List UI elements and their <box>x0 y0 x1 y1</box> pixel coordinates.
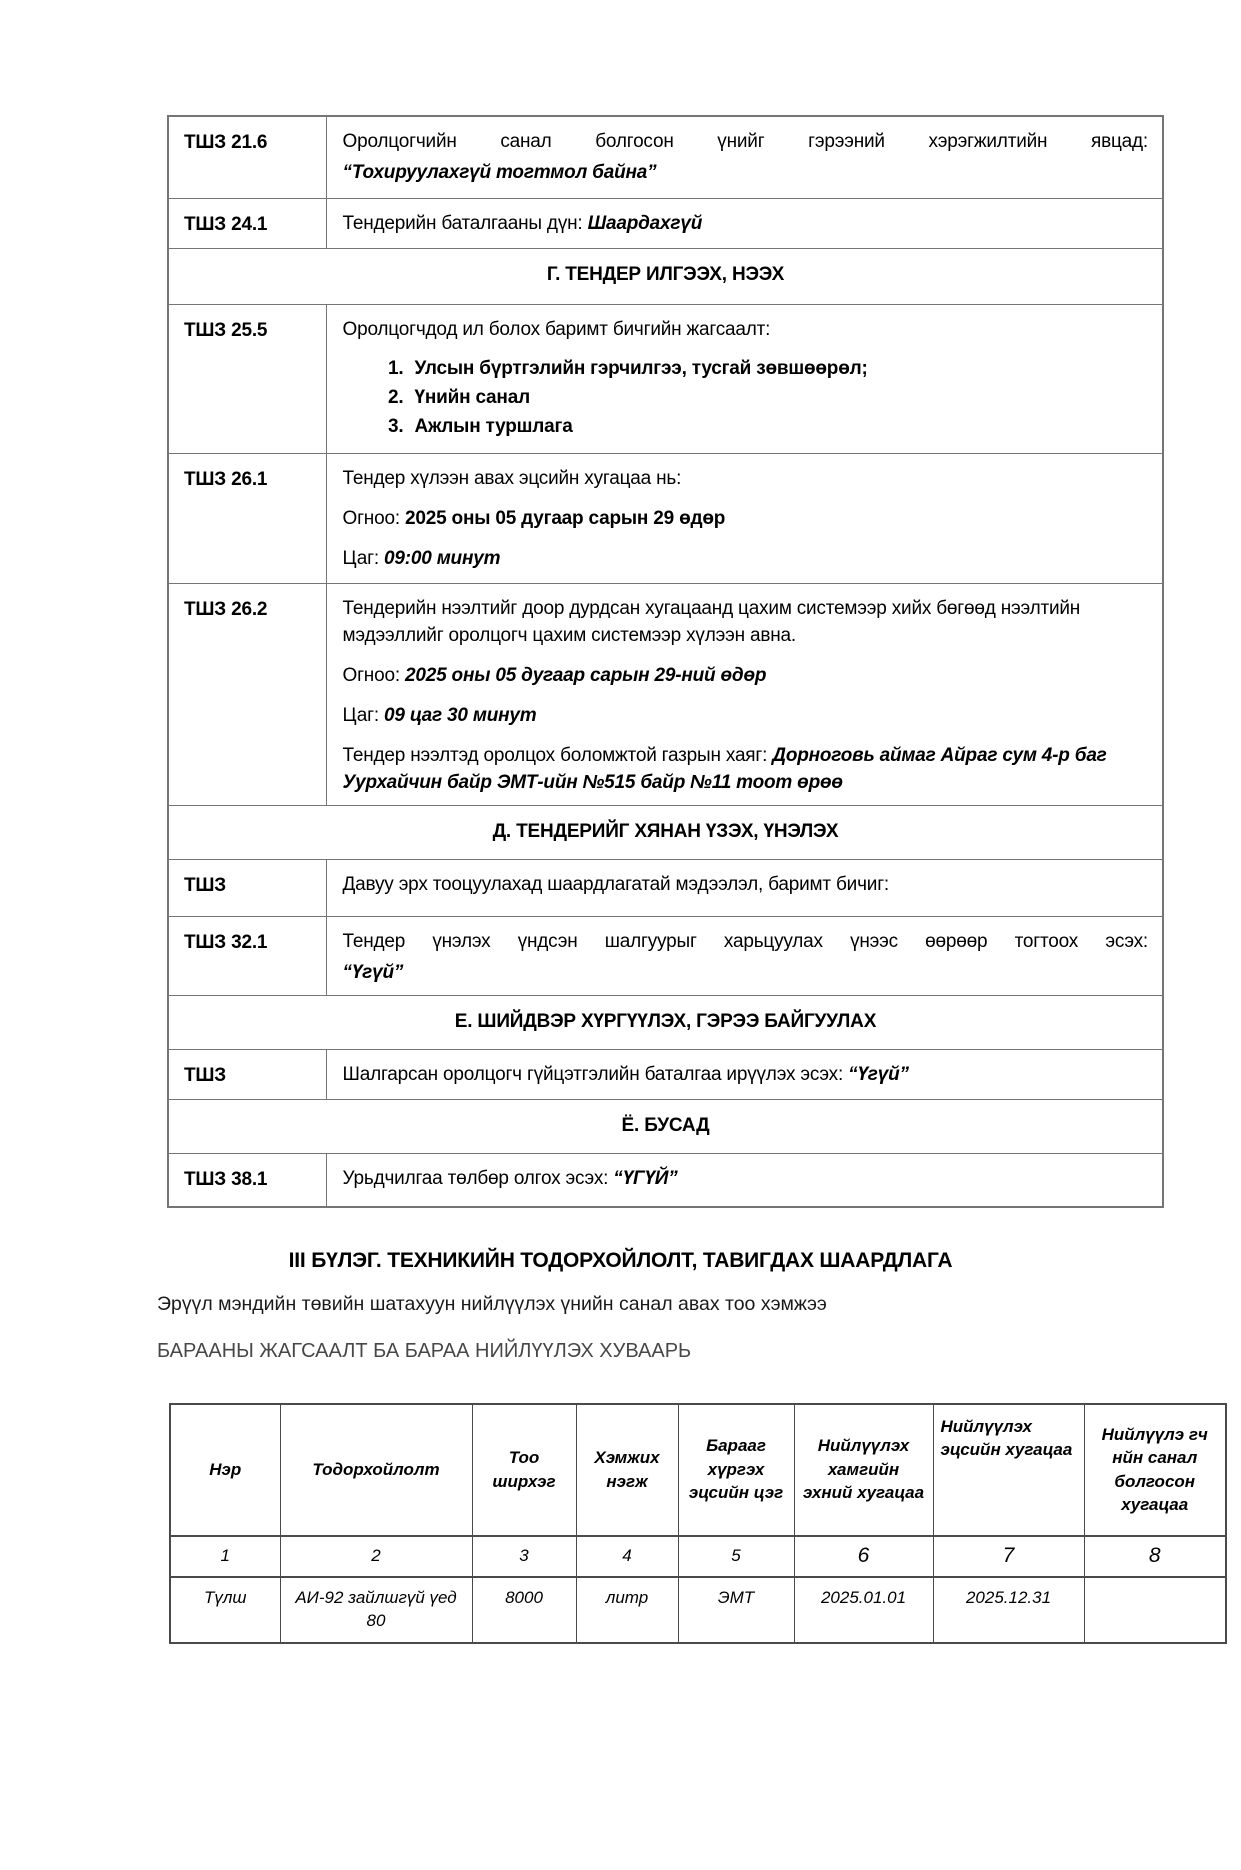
goods-header-row <box>170 1404 1226 1536</box>
spec-content <box>326 116 1163 198</box>
time-value: 09 цаг 30 минут <box>384 705 537 727</box>
spec-text: Шалгарсан оролцогч гүйцэтгэлийн баталгаа ирүүлэх эсэх: <box>342 1064 849 1086</box>
chapter-subtitle: Эрүүл мэндийн төвийн шатахуун нийлүүлэх үнийн санал авах тоо хэмжээ <box>157 1292 827 1315</box>
goods-header-name: Нэр <box>170 1404 280 1536</box>
column-number: 3 <box>472 1536 576 1577</box>
goods-cell-supplier-proposed-date <box>1084 1577 1226 1643</box>
venue-value: Дорноговь аймаг Айраг сум 4-р баг Уурхайчин байр ЭМТ-ийн №515 байр №11 тоот өрөө <box>342 745 1107 794</box>
date-label: Огноо: <box>342 508 405 530</box>
spec-text: Оролцогчдод ил болох баримт бичгийн жагсаалт: <box>342 318 771 340</box>
tender-spec-table <box>167 115 1164 1208</box>
date-value: 2025 оны 05 дугаар сарын 29-ний өдөр <box>405 665 767 687</box>
column-number: 8 <box>1084 1536 1226 1577</box>
goods-cell-unit: литр <box>576 1577 678 1643</box>
date-value: 2025 оны 05 дугаар сарын 29 өдөр <box>405 508 726 530</box>
time-label: Цаг: <box>342 705 385 727</box>
section-row-d <box>168 806 1163 860</box>
spec-content <box>326 1154 1163 1207</box>
spec-value: “ҮГҮЙ” <box>613 1168 678 1190</box>
spec-text: Оролцогчийн санал болгосон үнийг гэрээний хэрэгжилтийн явцад: <box>342 131 1148 152</box>
goods-cell-earliest-date: 2025.01.01 <box>794 1577 933 1643</box>
spec-value: “Үгүй” <box>848 1064 909 1086</box>
spec-row-25-5 <box>168 304 1163 454</box>
spec-row-38-1 <box>168 1154 1163 1207</box>
goods-header-unit: Хэмжих нэгж <box>576 1404 678 1536</box>
section-row-yo <box>168 1100 1163 1154</box>
spec-ref: ТШЗ 32.1 <box>168 917 326 996</box>
section-title: Е. ШИЙДВЭР ХҮРГҮҮЛЭХ, ГЭРЭЭ БАЙГУУЛАХ <box>168 996 1163 1050</box>
spec-text: Давуу эрх тооцуулахад шаардлагатай мэдээлэл, баримт бичиг: <box>342 874 890 896</box>
spec-row-32-1 <box>168 917 1163 996</box>
goods-header-final-date: Нийлүүлэх эцсийн хугацаа <box>933 1404 1084 1536</box>
spec-content <box>326 1050 1163 1100</box>
column-number: 1 <box>170 1536 280 1577</box>
spec-text: Тендерийн баталгааны дүн: <box>342 212 588 234</box>
spec-ref: ТШЗ 38.1 <box>168 1154 326 1207</box>
spec-ref: ТШЗ <box>168 1050 326 1100</box>
spec-ref: ТШЗ 26.1 <box>168 454 326 584</box>
goods-header-supplier-proposed-date: Нийлүүлэ гч нйн санал болгосон хугацаа <box>1084 1404 1226 1536</box>
disclosed-doc-item: 2. Үнийн санал <box>409 385 1149 412</box>
section-title: Ё. БУСАД <box>168 1100 1163 1154</box>
spec-text: Тендерийн нээлтийг доор дурдсан хугацаанд цахим системээр хийх бөгөөд нээлтийн мэдээллийг оролцогч цахим системээр хүлээн авна. <box>342 598 1081 647</box>
spec-ref: ТШЗ <box>168 860 326 917</box>
goods-data-row <box>170 1577 1226 1643</box>
spec-row-21-6 <box>168 116 1163 198</box>
spec-content <box>326 860 1163 917</box>
spec-row-26-1 <box>168 454 1163 584</box>
spec-row-preference <box>168 860 1163 917</box>
disclosed-documents-list <box>409 356 1149 441</box>
column-number: 7 <box>933 1536 1084 1577</box>
goods-header-description: Тодорхойлолт <box>280 1404 472 1536</box>
spec-content <box>326 584 1163 806</box>
spec-content <box>326 304 1163 454</box>
section-row-e <box>168 996 1163 1050</box>
spec-ref: ТШЗ 21.6 <box>168 116 326 198</box>
goods-header-delivery-point: Барааг хүргэх эцсийн цэг <box>678 1404 794 1536</box>
spec-value: “Тохируулахгүй тогтмол байна” <box>342 161 657 183</box>
disclosed-doc-item: 1. Улсын бүртгэлийн гэрчилгээ, тусгай зөвшөөрөл; <box>409 356 1149 383</box>
goods-cell-name: Түлш <box>170 1577 280 1643</box>
column-number: 4 <box>576 1536 678 1577</box>
spec-text: Тендер үнэлэх үндсэн шалгуурыг харьцуулах үнээс өөрөөр тогтоох эсэх: <box>342 931 1148 953</box>
column-number: 5 <box>678 1536 794 1577</box>
spec-content <box>326 454 1163 584</box>
spec-value: “Үгүй” <box>342 962 404 984</box>
goods-column-numbers-row <box>170 1536 1226 1577</box>
disclosed-doc-item: 3. Ажлын туршлага <box>409 414 1149 441</box>
spec-row-guarantee <box>168 1050 1163 1100</box>
date-label: Огноо: <box>342 665 405 687</box>
goods-header-quantity: Тоо ширхэг <box>472 1404 576 1536</box>
goods-header-earliest-date: Нийлүүлэх хамгийн эхний хугацаа <box>794 1404 933 1536</box>
column-number: 2 <box>280 1536 472 1577</box>
spec-text: Урьдчилгаа төлбөр олгох эсэх: <box>342 1168 614 1190</box>
section-title: Г. ТЕНДЕР ИЛГЭЭХ, НЭЭХ <box>168 248 1163 304</box>
venue-label: Тендер нээлтэд оролцох боломжтой газрын хаяг: <box>342 745 773 767</box>
document-page <box>0 115 1241 1870</box>
spec-ref: ТШЗ 25.5 <box>168 304 326 454</box>
goods-cell-description: АИ-92 зайлшгүй үед 80 <box>280 1577 472 1643</box>
section-row-g <box>168 248 1163 304</box>
spec-ref: ТШЗ 24.1 <box>168 198 326 248</box>
goods-cell-delivery-point: ЭМТ <box>678 1577 794 1643</box>
spec-value: Шаардахгүй <box>587 212 703 234</box>
goods-cell-final-date: 2025.12.31 <box>933 1577 1084 1643</box>
spec-content <box>326 917 1163 996</box>
chapter-heading: III БҮЛЭГ. ТЕХНИКИЙН ТОДОРХОЙЛОЛТ, ТАВИГДАХ ШААРДЛАГА <box>288 1248 953 1272</box>
time-label: Цаг: <box>342 548 385 570</box>
section-title: Д. ТЕНДЕРИЙГ ХЯНАН ҮЗЭХ, ҮНЭЛЭХ <box>168 806 1163 860</box>
goods-schedule-table <box>169 1403 1227 1644</box>
goods-cell-quantity: 8000 <box>472 1577 576 1643</box>
spec-content <box>326 198 1163 248</box>
time-value: 09:00 минут <box>384 548 501 570</box>
column-number: 6 <box>794 1536 933 1577</box>
spec-text: Тендер хүлээн авах эцсийн хугацаа нь: <box>342 468 682 490</box>
spec-ref: ТШЗ 26.2 <box>168 584 326 806</box>
spec-row-26-2 <box>168 584 1163 806</box>
goods-list-title: БАРААНЫ ЖАГСААЛТ БА БАРАА НИЙЛҮҮЛЭХ ХУВААРЬ <box>157 1339 692 1362</box>
spec-row-24-1 <box>168 198 1163 248</box>
